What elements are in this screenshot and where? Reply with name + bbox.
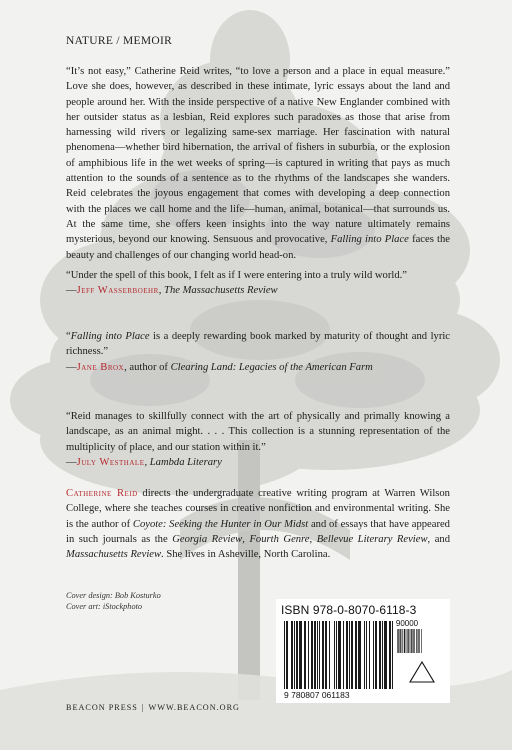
footer-separator: | [141,703,145,712]
barcode-bar [312,621,313,689]
review-quote-2 [66,329,450,375]
barcode-bar [360,621,361,689]
barcode-main-bars [284,621,393,689]
barcode-bar [317,621,318,689]
quote-text: “Reid manages to skillfully connect with the art of physically and primally knowing a landscape, as an animal might. . . . This collection is a stunning representation of the multiplicity of place, and our station within it.” [66,411,450,453]
barcode-bar [286,621,287,689]
barcode-addon-bar [417,629,418,653]
category-label: NATURE / MEMOIR [66,35,173,47]
quote-attribution [66,283,450,298]
barcode-bar [375,621,376,689]
barcode-addon-bar [404,629,405,653]
open-quote: “ [66,331,71,342]
quoted-book-title: Falling into Place [70,331,150,342]
barcode-digits: 9 780807 061183 [284,690,350,700]
barcode-bar [386,621,387,689]
barcode-bar [359,621,360,689]
attribution-dash: — [66,456,77,468]
barcode-bar [382,621,383,689]
barcode-bar [315,621,316,689]
cover-credits [66,590,161,612]
barcode-bar [304,621,305,689]
bio-separator: , and [427,533,451,545]
reviewer-name: July Westhale [76,456,145,468]
publisher-website: WWW.BEACON.ORG [148,703,240,712]
isbn-number: ISBN 978-0-8070-6118-3 [281,603,417,617]
quote-text [66,329,450,360]
attribution-dash: — [66,361,77,373]
barcode-bar [294,621,295,689]
barcode-bar [287,621,288,689]
attribution-separator: , [144,456,150,468]
barcode-bar [336,621,337,689]
barcode-bar [311,621,312,689]
cover-design-credit: Cover design: Bob Kosturko [66,591,161,600]
barcode-bar [299,621,300,689]
publisher-name: BEACON PRESS [66,703,138,712]
barcode-addon-bar [402,629,403,653]
barcode-bar [349,621,350,689]
reviewer-name: Jane Brox [76,361,125,373]
barcode-bar [356,621,357,689]
barcode-bar [352,621,353,689]
barcode-bar [392,621,393,689]
bio-text: directs the undergraduate creative writing program at Warren Wilson College, where she teaches courses in creative nonfiction and environmental writing. She is the author of [66,488,450,530]
barcode-bar [379,621,380,689]
attribution-separator: , author of [124,361,171,373]
barcode-bar [366,621,367,689]
description-text: “It’s not easy,” Catherine Reid writes, “to love a person and a place in equal measure.” Love she does, however, as described in these intimate, lyric essays about the land and people around her. With the inside perspective of a native New Englander combined with her outsider status as a lesbian, Reid explores such paradoxes as those that arise from harnessing wild rivers or legalizing same-sex marriage. Her fascination with natural phenomena—whether bird hibernation, the arrival of fishers in suburbia, or the explosion of amphibious life in the wet weeks of spring—is captured in writing that pays as much attention to the sounds of a sentence as to the rhythms of the landscapes she wanders. Reid celebrates the joyous engagement that comes with developing a deep connection with the places we call home and the life—human, animal, botanical—that surrounds us. At the same time, she offers keen insights into the way nature ultimately remains mysterious, beyond our knowing. Sensuous and provocative, [66,66,450,246]
barcode-addon-bar [413,629,414,653]
bio-separator: , [242,533,250,545]
bio-separator: , [309,533,317,545]
isbn-barcode [276,599,450,703]
attribution-dash: — [66,285,77,297]
barcode-bar [325,621,326,689]
barcode-addon-bar [397,629,398,653]
barcode-bar [339,621,340,689]
barcode-bar [300,621,301,689]
barcode-addon-bars [397,629,422,653]
review-source: The Massachusetts Review [164,285,278,297]
barcode-addon-bar [418,629,419,653]
barcode-bar [343,621,344,689]
book-title: Falling into Place [330,234,409,246]
barcode-bar [284,621,285,689]
journal-title: Georgia Review [172,533,243,545]
author-bio [66,486,450,562]
barcode-bar [305,621,306,689]
price-code: 90000 [395,619,419,628]
barcode-bar [376,621,377,689]
bio-text: . She lives in Asheville, North Carolina. [161,549,331,561]
barcode-bar [291,621,292,689]
barcode-addon-bar [416,629,417,653]
barcode-bar [297,621,298,689]
barcode-bar [364,621,365,689]
barcode-addon-bar [411,629,412,653]
barcode-bar [323,621,324,689]
barcode-bar [351,621,352,689]
cover-art-credit: Cover art: iStockphoto [66,602,143,611]
barcode-bar [340,621,341,689]
journal-title: Fourth Genre [249,533,310,545]
barcode-bar [380,621,381,689]
barcode-bar [334,621,335,689]
barcode-addon-bar [400,629,401,653]
barcode-bar [347,621,348,689]
barcode-bar [326,621,327,689]
barcode-bar [296,621,297,689]
barcode-bar [355,621,356,689]
barcode-addon-bar [399,629,400,653]
barcode-addon-bar [409,629,410,653]
bio-text: and of essays that have appeared in such journals as the [66,518,450,545]
barcode-bar [385,621,386,689]
barcode-addon-bar [419,629,420,653]
barcode-bar [358,621,359,689]
review-quote-1 [66,268,450,299]
barcode-bar [292,621,293,689]
review-quote-3 [66,409,450,470]
description-text-end: faces the beauty and challenges of our changing world head-on. [66,234,450,261]
barcode-bar [373,621,374,689]
barcode-bar [322,621,323,689]
journal-title: Massachusetts Review [66,549,162,561]
quote-attribution [66,455,450,470]
barcode-addon-bar [398,629,399,653]
reviewer-name: Jeff Wasserboehr [76,285,159,297]
barcode-bar [314,621,315,689]
barcode-addon-bar [411,629,412,653]
barcode-bar [389,621,390,689]
journal-title: Bellevue Literary Review [316,533,428,545]
bio-book-title: Coyote: Seeking the Hunter in Our Midst [132,518,309,530]
barcode-addon-bar [412,629,413,653]
barcode-addon-bar [408,629,409,653]
barcode-bar [319,621,320,689]
barcode-bar [338,621,339,689]
barcode-addon-bar [401,629,402,653]
attribution-separator: , [158,285,165,297]
barcode-bar [308,621,309,689]
author-name: Catherine Reid [66,488,138,499]
review-source: Clearing Land: Legacies of the American Farm [170,361,373,373]
triangle-icon [410,662,434,682]
barcode-bar [301,621,302,689]
barcode-bar [369,621,370,689]
barcode-addon-bar [414,629,415,653]
barcode-graphic [276,599,450,703]
publisher-footer [66,703,240,712]
barcode-addon-bar [404,629,405,653]
barcode-bar [390,621,391,689]
barcode-addon-bar [406,629,407,653]
quote-text: “Under the spell of this book, I felt as if I were entering into a truly wild world.” [66,270,407,281]
review-source: Lambda Literary [149,456,222,468]
quote-body: is a deeply rewarding book marked by maturity of thought and lyric richness.” [66,331,451,358]
barcode-addon-bar [407,629,408,653]
quote-attribution [66,360,450,375]
barcode-bar [329,621,330,689]
barcode-bar [346,621,347,689]
barcode-bar [384,621,385,689]
barcode-addon-bar [421,629,422,653]
book-description [66,64,450,263]
